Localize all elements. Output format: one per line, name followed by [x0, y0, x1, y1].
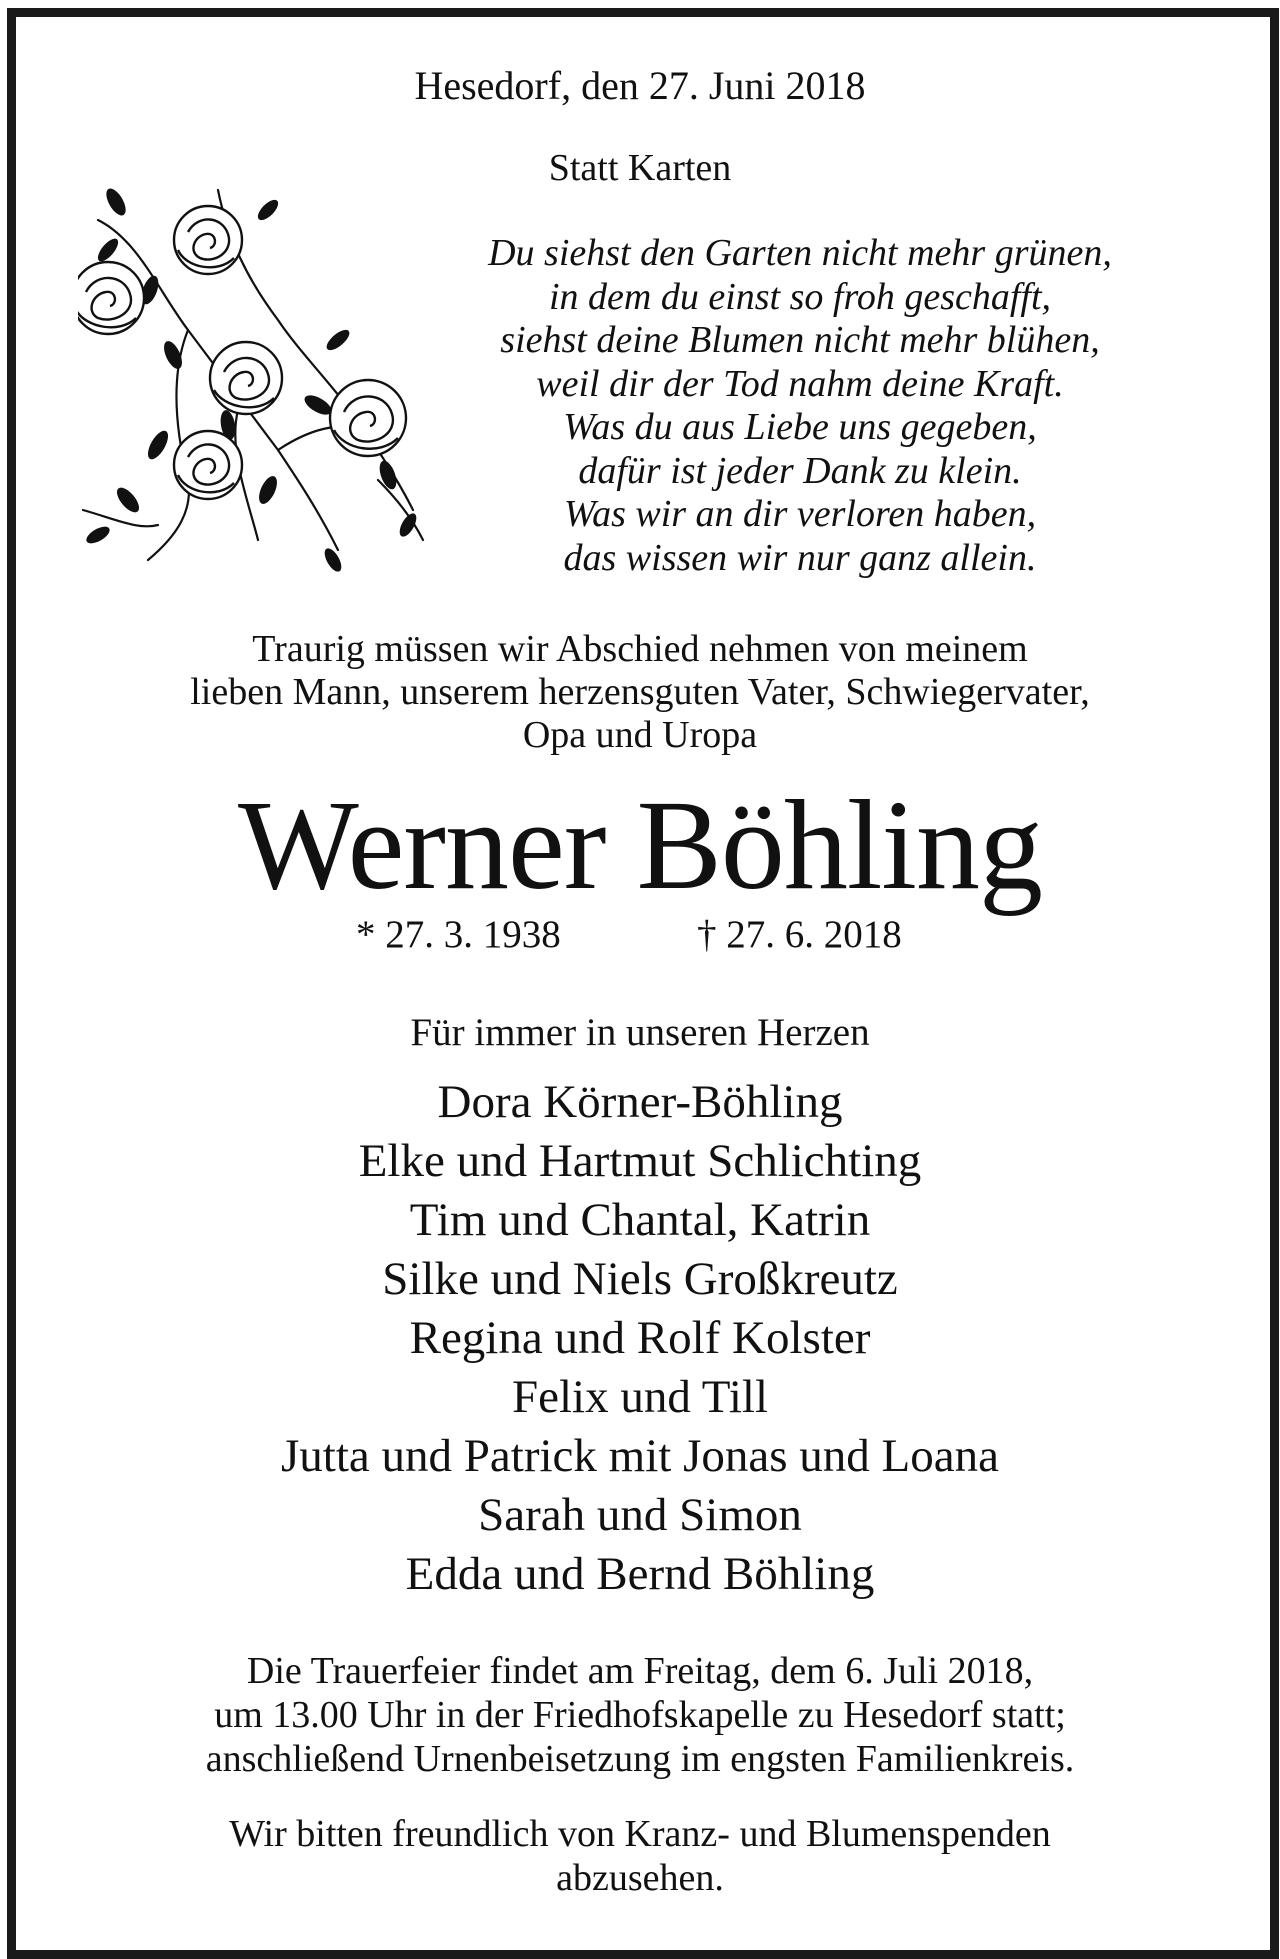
intro-line: Opa und Uropa: [522, 714, 758, 756]
deceased-name: Werner Böhling: [238, 774, 1042, 916]
family-member: Jutta und Patrick mit Jonas und Loana: [281, 1430, 999, 1482]
request-line: Wir bitten freundlich von Kranz- und Blumenspenden: [229, 1813, 1051, 1855]
family-heading: Für immer in unseren Herzen: [410, 1011, 870, 1054]
service-line: anschließend Urnenbeisetzung im engsten Familienkreis.: [205, 1738, 1075, 1780]
family-list: [0, 1073, 1280, 1604]
place-date: Hesedorf, den 27. Juni 2018: [414, 63, 866, 108]
family-member: Regina und Rolf Kolster: [409, 1312, 871, 1364]
family-member: Edda und Bernd Böhling: [405, 1548, 875, 1600]
donation-request: [0, 1812, 1280, 1900]
poem-line: Was wir an dir verloren haben,: [563, 493, 1037, 535]
statt-karten: Statt Karten: [548, 147, 732, 189]
request-line: abzusehen.: [556, 1857, 724, 1899]
roses-illustration-icon: [78, 180, 448, 580]
service-line: um 13.00 Uhr in der Friedhofskapelle zu Hesedorf statt;: [214, 1694, 1066, 1736]
poem-line: dafür ist jeder Dank zu klein.: [578, 449, 1022, 492]
poem-line: das wissen wir nur ganz allein.: [563, 536, 1037, 579]
family-member: Tim und Chantal, Katrin: [409, 1194, 871, 1246]
service-info: [0, 1649, 1280, 1781]
intro-text: [0, 628, 1280, 757]
poem-line: weil dir der Tod nahm deine Kraft.: [536, 362, 1064, 405]
family-member: Felix und Till: [512, 1371, 768, 1423]
poem-line: siehst deine Blumen nicht mehr blühen,: [500, 319, 1100, 361]
poem: [420, 232, 1180, 580]
death-date: † 27. 6. 2018: [697, 913, 902, 956]
service-line: Die Trauerfeier findet am Freitag, dem 6. Juli 2018,: [246, 1650, 1034, 1692]
birth-date: * 27. 3. 1938: [356, 913, 561, 956]
poem-line: in dem du einst so froh geschafft,: [548, 275, 1052, 318]
poem-line: Was du aus Liebe uns gegeben,: [563, 406, 1037, 448]
poem-line: Du siehst den Garten nicht mehr grünen,: [488, 232, 1112, 274]
intro-line: lieben Mann, unserem herzensguten Vater, Schwiegervater,: [190, 671, 1090, 713]
family-member: Dora Körner-Böhling: [437, 1076, 843, 1128]
intro-line: Traurig müssen wir Abschied nehmen von meinem: [252, 628, 1028, 670]
family-member: Sarah und Simon: [478, 1489, 802, 1541]
family-member: Silke und Niels Großkreutz: [382, 1253, 898, 1305]
family-member: Elke und Hartmut Schlichting: [358, 1135, 922, 1187]
